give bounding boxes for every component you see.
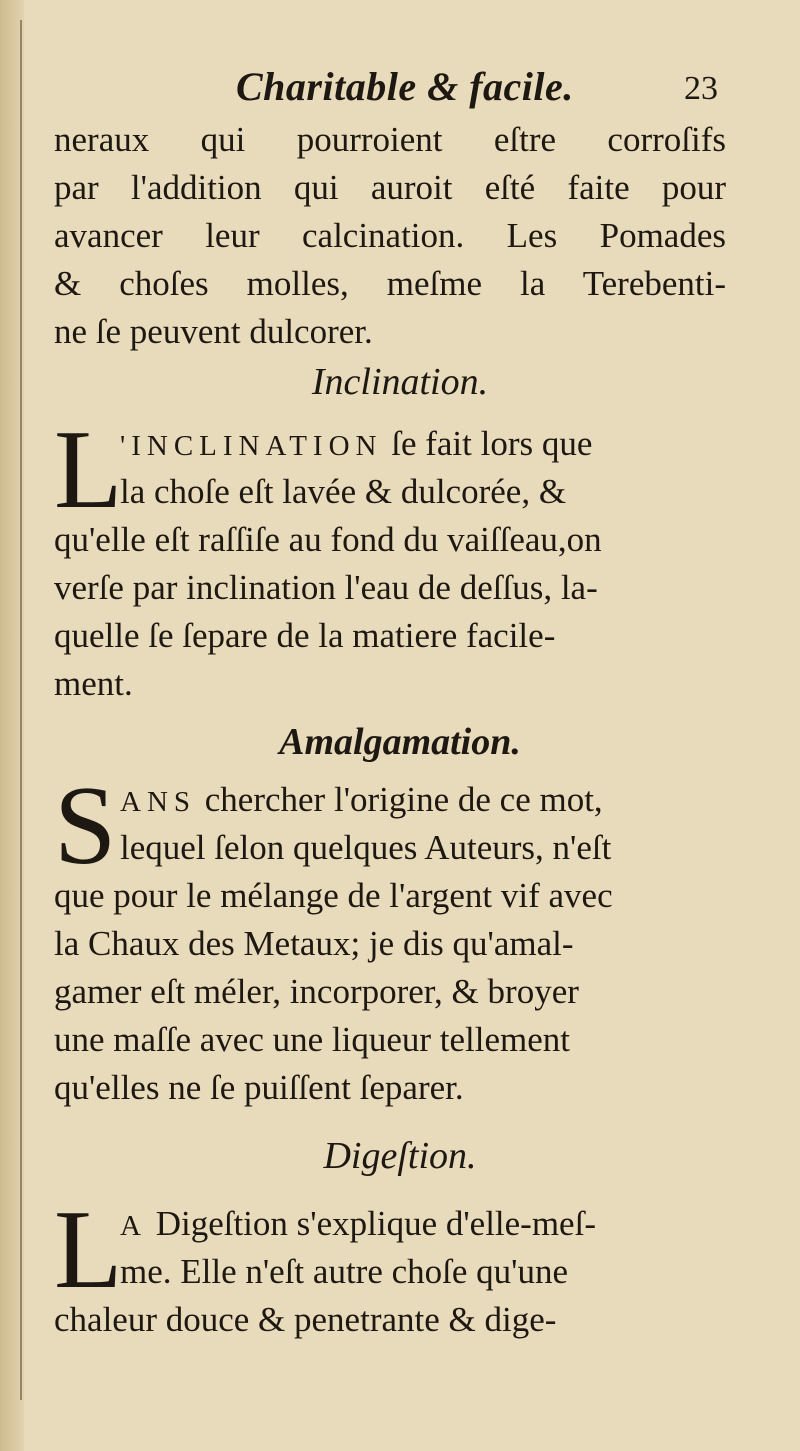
paragraph-inclination: [54, 408, 726, 708]
opening-paragraph: [54, 116, 726, 356]
section-heading-amalgamation: Amalgamation.: [279, 721, 521, 763]
small-caps-word: A: [120, 1210, 147, 1242]
paragraph-digestion: [54, 1188, 726, 1344]
text-line: [54, 420, 726, 468]
small-caps-word: 'INCLINATION: [120, 430, 383, 462]
section-heading-inclination: Inclination.: [311, 361, 489, 403]
text-line: chaleur douce & penetrante & dige-: [54, 1300, 557, 1339]
text-line: quelle ſe ſepare de la matiere facile-: [54, 616, 556, 655]
small-caps-word: ANS: [120, 786, 197, 818]
page-header: [0, 62, 800, 112]
text-line: lequel ſelon quelques Auteurs, n'eſt: [120, 828, 612, 867]
text-fragment: Digeſtion s'explique d'elle-meſ-: [146, 1204, 596, 1243]
drop-capital: L: [54, 1188, 123, 1312]
running-title: Charitable & facile.: [236, 64, 574, 109]
text-line: [54, 776, 726, 824]
text-line: me. Elle n'eſt autre choſe qu'une: [120, 1252, 568, 1291]
text-line: ment.: [54, 664, 133, 703]
paragraph-amalgamation: [54, 764, 726, 1112]
text-line: une maſſe avec une liqueur tellement: [54, 1020, 571, 1059]
text-line: & choſes molles, meſme la Terebenti-: [54, 264, 726, 303]
text-fragment: chercher l'origine de ce mot,: [196, 780, 603, 819]
text-line: par l'addition qui auroit eſté faite pour: [54, 168, 726, 207]
text-fragment: ſe fait lors que: [382, 424, 593, 463]
page-edge-line: [20, 20, 22, 1400]
text-line: [54, 1200, 726, 1248]
text-line: qu'elle eſt raſſiſe au fond du vaiſſeau,on: [54, 520, 602, 559]
page-number: 23: [684, 70, 718, 107]
text-line: que pour le mélange de l'argent vif avec: [54, 876, 613, 915]
text-line: la choſe eſt lavée & dulcorée, &: [120, 472, 567, 511]
text-line: gamer eſt méler, incorporer, & broyer: [54, 972, 579, 1011]
text-line: la Chaux des Metaux; je dis qu'amal-: [54, 924, 574, 963]
drop-capital: S: [54, 764, 117, 888]
section-heading-digestion: Digeſtion.: [323, 1135, 477, 1177]
text-line: avancer leur calcination. Les Pomades: [54, 216, 726, 255]
text-line: verſe par inclination l'eau de deſſus, la-: [54, 568, 598, 607]
drop-capital: L: [54, 408, 123, 532]
text-line: ne ſe peuvent dulcorer.: [54, 312, 373, 351]
text-line: neraux qui pourroient eſtre corroſifs: [54, 120, 726, 159]
text-line: qu'elles ne ſe puiſſent ſeparer.: [54, 1068, 464, 1107]
